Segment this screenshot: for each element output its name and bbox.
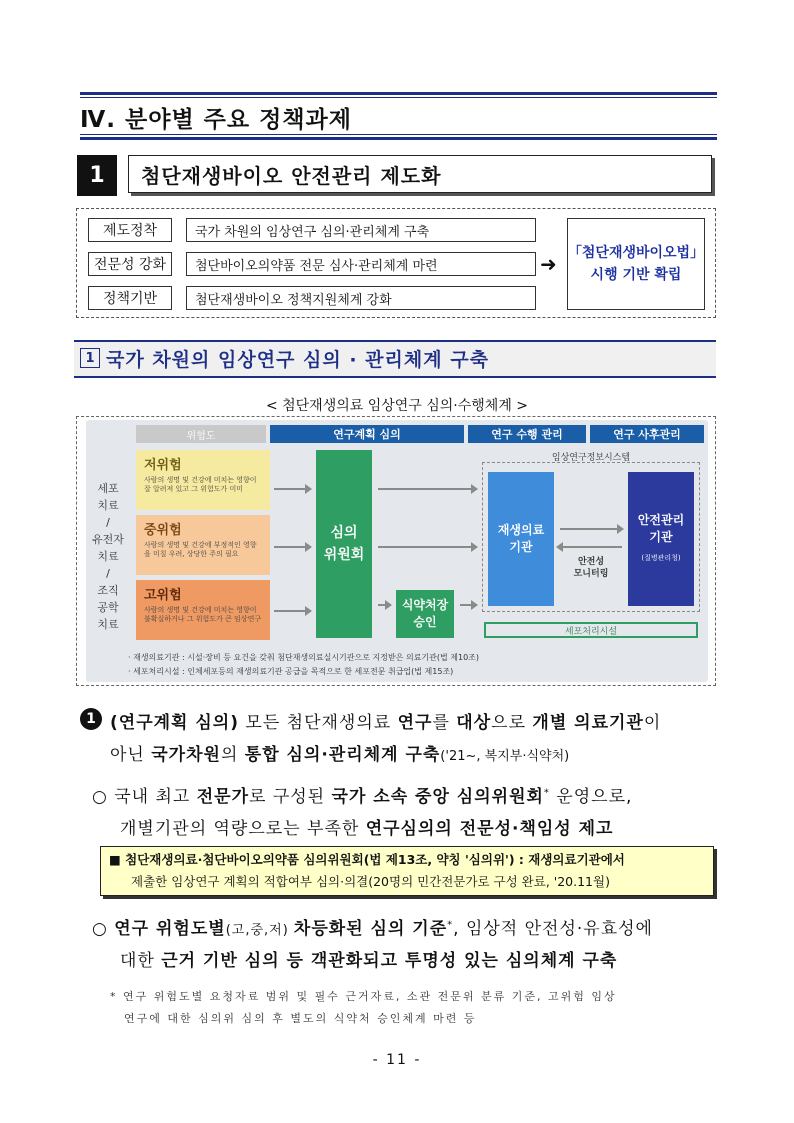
- arrow-right-icon: [378, 604, 390, 606]
- safety-line1: 안전관리: [637, 512, 685, 527]
- arrow-right-icon: [274, 610, 310, 612]
- item1-head: (연구계획 심의): [110, 713, 239, 733]
- section-rule-top: [80, 92, 717, 95]
- arrow-left-head-icon: [556, 542, 563, 552]
- text-bold: 연구심의의 전문성·책임성 제고: [365, 819, 614, 839]
- risk-mid-title: 중위험: [144, 523, 182, 538]
- info-system-label: 임상연구정보시스템: [551, 453, 631, 463]
- stage-conduct: 연구 수행 관리: [468, 425, 586, 443]
- topic-number: 1: [77, 155, 117, 196]
- section-rule-bottom-thin: [80, 134, 717, 135]
- text: 모든 첨단재생의료: [239, 713, 398, 733]
- text-bold: 개별 의료기관: [532, 713, 644, 733]
- note-box: [100, 846, 714, 896]
- monitor-line2: 모니터링: [573, 569, 609, 579]
- therapy-types: [88, 480, 128, 633]
- safety-agency: [628, 472, 694, 606]
- diagram-note-1: · 재생의료기관 : 시설·장비 등 요건을 갖춰 첨단재생의료실시기관으로 지정받은 의료기관(법 제10조): [128, 653, 480, 662]
- subsection-title: 국가 차원의 임상연구 심의 · 관리체계 구축: [106, 349, 489, 371]
- committee-line2: 위원회: [323, 547, 365, 563]
- text-bold: 차등화된 심의 기준: [293, 919, 448, 939]
- text: 으로: [491, 713, 533, 733]
- institution-line2: 기관: [509, 540, 533, 554]
- risk-high-desc: 사람의 생명 및 건강에 미치는 영향이 불확실하거나 그 위험도가 큰 임상연구: [144, 606, 262, 623]
- risk-mid-desc: 사람의 생명 및 건강에 부정적인 영향을 미칠 우려, 상당한 주의 필요: [144, 541, 257, 558]
- text: 의: [220, 745, 245, 765]
- text: 이: [643, 713, 662, 733]
- sub2-line1: [92, 914, 653, 939]
- therapy-label: 치료: [97, 499, 119, 512]
- therapy-label: 치료: [97, 550, 119, 563]
- approval-line2: 승인: [413, 615, 437, 629]
- item1-line1: [110, 708, 661, 733]
- arrow-right-icon: [378, 546, 476, 548]
- text: 로 구성된: [249, 787, 332, 807]
- text: ○ 국내 최고: [92, 787, 197, 807]
- summary-label-1: 제도정착: [88, 218, 172, 242]
- summary-value-2: 첨단바이오의약품 전문 심사·관리체계 마련: [186, 252, 536, 276]
- section-title: Ⅳ. 분야별 주요 정책과제: [80, 107, 352, 133]
- therapy-label: 세포: [97, 482, 119, 495]
- safety-sub: (질병관리청): [641, 553, 681, 562]
- text: 아닌: [110, 745, 152, 765]
- right-arrow-icon: ➜: [540, 252, 557, 276]
- stage-risk: 위험도: [136, 425, 266, 443]
- sub1-line2: [120, 814, 613, 839]
- footnote-line1: * 연구 위험도별 요청자료 범위 및 필수 근거자료, 소관 전문위 분류 기준, 고위험 임상: [110, 990, 617, 1003]
- item1-line2: [110, 740, 569, 765]
- footnote-marker: *: [543, 787, 550, 799]
- therapy-label: 조직: [97, 584, 119, 597]
- cell-processing-facility: 세포처리시설: [484, 622, 698, 638]
- therapy-label: 유전자: [92, 533, 124, 546]
- text: ○: [92, 919, 115, 939]
- review-committee: [316, 450, 372, 638]
- summary-result-line2: 시행 기반 확립: [590, 267, 682, 283]
- note-line2: 제출한 임상연구 계획의 적합여부 심의·의결(20명의 민간전문가로 구성 완료, '20.11월): [131, 874, 610, 889]
- arrow-right-icon: [560, 528, 622, 530]
- sub2-line2: [120, 946, 617, 971]
- text-bold: 통합 심의·관리체계 구축: [244, 745, 441, 765]
- risk-high: [136, 580, 270, 640]
- arrow-right-icon: [274, 546, 310, 548]
- arrow-right-icon: [460, 604, 476, 606]
- regen-institution: [488, 472, 554, 606]
- arrow-right-icon: [378, 488, 476, 490]
- text: 대한: [120, 951, 162, 971]
- stage-post: 연구 사후관리: [590, 425, 704, 443]
- topic-title: 첨단재생바이오 안전관리 제도화: [128, 155, 712, 193]
- text: ('21~, 복지부·식약처): [440, 749, 570, 764]
- text: (고,중,저): [225, 923, 294, 938]
- therapy-label: /: [106, 516, 110, 529]
- text-bold: 전문가: [196, 787, 250, 807]
- text: 운영으로,: [549, 787, 633, 807]
- stage-plan-review: 연구계획 심의: [270, 425, 464, 443]
- summary-label-2: 전문성 강화: [88, 252, 172, 276]
- text-bold: 근거 기반 심의 등 객관화되고 투명성 있는 심의체계 구축: [161, 951, 618, 971]
- risk-mid: [136, 515, 270, 575]
- therapy-label: 치료: [97, 618, 119, 631]
- risk-high-title: 고위험: [144, 588, 182, 603]
- text-bold: 국가 소속 중앙 심의위원회: [331, 787, 544, 807]
- risk-low-title: 저위험: [144, 458, 182, 473]
- footnote-marker: *: [447, 919, 454, 931]
- arrow-left-icon: [560, 546, 622, 548]
- text: 를: [432, 713, 457, 733]
- text-bold: 대상: [456, 713, 492, 733]
- safety-line2: 기관: [649, 529, 673, 544]
- footnote-line2: 연구에 대한 심의위 심의 후 별도의 식약처 승인체계 마련 등: [124, 1012, 477, 1025]
- sub1-line1: [92, 782, 632, 807]
- institution-line1: 재생의료: [497, 523, 545, 537]
- summary-label-3: 정책기반: [88, 286, 172, 310]
- text-bold: 국가차원: [151, 745, 221, 765]
- figure-caption: < 첨단재생의료 임상연구 심의·수행체계 >: [265, 398, 529, 414]
- summary-value-1: 국가 차원의 임상연구 심의·관리체계 구축: [186, 218, 536, 242]
- text: 개별기관의 역량으로는 부족한: [120, 819, 366, 839]
- text-bold: 연구: [397, 713, 433, 733]
- arrow-right-icon: [274, 488, 310, 490]
- therapy-label: /: [106, 567, 110, 580]
- page-number: - 11 -: [372, 1052, 422, 1068]
- safety-monitoring: [558, 556, 624, 580]
- risk-low-desc: 사람의 생명 및 건강에 미치는 영향이 잘 알려져 있고 그 위험도가 미미: [144, 476, 257, 493]
- text-bold: 연구 위험도별: [114, 919, 226, 939]
- summary-value-3: 첨단재생바이오 정책지원체계 강화: [186, 286, 536, 310]
- monitor-line1: 안전성: [577, 557, 605, 567]
- committee-line1: 심의: [330, 525, 358, 541]
- risk-low: [136, 450, 270, 510]
- section-rule-bottom: [80, 137, 717, 140]
- mfds-approval: [396, 590, 454, 638]
- subsection-number: 1: [80, 348, 100, 368]
- summary-result-line1: ｢첨단재생바이오법｣: [574, 245, 698, 261]
- therapy-label: 공학: [97, 601, 119, 614]
- section-rule-top-thin: [80, 97, 717, 98]
- text: , 임상적 안전성·유효성에: [453, 919, 653, 939]
- approval-line1: 식약처장: [401, 598, 449, 612]
- diagram-note-2: · 세포처리시설 : 인체세포등의 재생의료기관 공급을 목적으로 한 세포전문 취급업(법 제15조): [128, 667, 454, 676]
- item-number-1-icon: 1: [80, 708, 102, 730]
- note-line1: ■ 첨단재생의료·첨단바이오의약품 심의위원회(법 제13조, 약칭 '심의위') : 재생의료기관에서: [109, 852, 625, 867]
- summary-result: [567, 218, 705, 310]
